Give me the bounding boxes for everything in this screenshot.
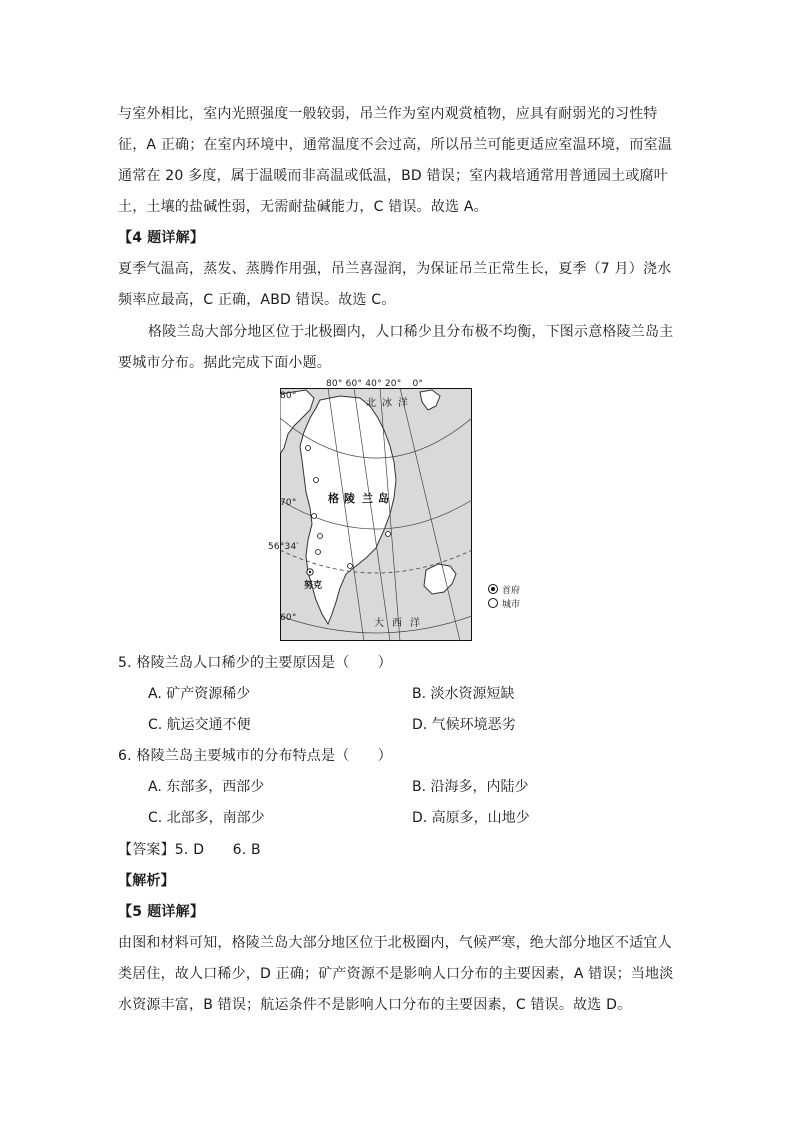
- city-marker: [348, 564, 353, 569]
- ocean-label-south: 洋: [410, 618, 420, 629]
- longitude-label: 80°: [326, 379, 343, 389]
- capital-marker-dot: [309, 571, 311, 573]
- longitude-label: 60°: [345, 379, 363, 389]
- city-marker: [312, 514, 317, 519]
- question-5-stem: 5. 格陵兰岛人口稀少的主要原因是（ ）: [118, 655, 393, 671]
- longitude-label: 40°: [365, 379, 382, 389]
- q6-option-a: A. 东部多，西部少: [148, 779, 265, 795]
- longitude-label: 20°: [384, 379, 402, 389]
- ocean-label-north: 洋: [398, 398, 408, 409]
- section-heading: 【4 题详解】: [118, 230, 205, 246]
- island-label: 格: [328, 492, 339, 505]
- explanation-line: 通常在 20 多度，属于温暖而非高温或低温，BD 错误；室内栽培通常用普通园土或腐叶: [118, 168, 668, 184]
- lat-label-60: 60°: [280, 613, 297, 623]
- city-symbol-icon: [488, 598, 498, 608]
- q5-option-b: B. 淡水资源短缺: [412, 686, 515, 702]
- city-marker: [318, 534, 323, 539]
- q5-option-d: D. 气候环境恶劣: [412, 717, 516, 733]
- greenland-map: [280, 388, 472, 641]
- explanation-line: 水资源丰富，B 错误；航运条件不是影响人口分布的主要因素，C 错误。故选 D。: [118, 997, 632, 1013]
- city-marker: [306, 446, 311, 451]
- explanation-line: 夏季气温高，蒸发、蒸腾作用强，吊兰喜湿润，为保证吊兰正常生长，夏季（7 月）浇水: [118, 261, 672, 277]
- lat-label-70: 70°: [280, 498, 297, 508]
- explanation-line: 与室外相比，室内光照强度一般较弱，吊兰作为室内观赏植物，应具有耐弱光的习性特: [118, 106, 658, 122]
- city-marker: [386, 532, 391, 537]
- greenland-map-svg: [280, 388, 472, 641]
- q5-option-c: C. 航运交通不便: [148, 717, 251, 733]
- lat-label-56-34: 56°34′: [268, 542, 299, 552]
- explanation-line: 征，A 正确；在室内环境中，通常温度不会过高，所以吊兰可能更适应室温环境，而室温: [118, 137, 673, 153]
- longitude-label: 0°: [412, 379, 424, 389]
- q6-option-c: C. 北部多，南部少: [148, 810, 265, 826]
- island-label: 陵: [344, 492, 355, 505]
- explanation-line: 由图和材料可知，格陵兰岛大部分地区位于北极圈内，气候严寒，绝大部分地区不适宜人: [118, 935, 672, 951]
- q6-option-d: D. 高原多，山地少: [412, 810, 530, 826]
- legend-city: 城市: [488, 598, 520, 612]
- island-label: 兰: [362, 492, 373, 505]
- q6-option-b: B. 沿海多，内陆少: [412, 779, 529, 795]
- capital-label: 努克: [304, 581, 323, 591]
- analysis-heading: 【解析】: [118, 873, 175, 889]
- ocean-label-south: 大: [374, 618, 384, 629]
- question-6-stem: 6. 格陵兰岛主要城市的分布特点是（ ）: [118, 748, 393, 764]
- material-paragraph: 要城市分布。据此完成下面小题。: [118, 355, 331, 371]
- capital-symbol-icon: [488, 584, 498, 594]
- ocean-label-north: 冰: [382, 398, 392, 409]
- city-marker: [314, 478, 319, 483]
- answer-line: 【答案】5. D 6. B: [118, 842, 261, 858]
- q5-option-a: A. 矿产资源稀少: [148, 686, 251, 702]
- explanation-line: 类居住，故人口稀少，D 正确；矿产资源不是影响人口分布的主要因素，A 错误；当地淡: [118, 966, 674, 982]
- explanation-line: 土，土壤的盐碱性弱，无需耐盐碱能力，C 错误。故选 A。: [118, 199, 488, 215]
- explanation-line: 频率应最高，C 正确，ABD 错误。故选 C。: [118, 292, 396, 308]
- ocean-label-north: 北: [366, 398, 376, 409]
- map-top-longitude-labels: [326, 378, 423, 390]
- island-label: 岛: [378, 492, 389, 505]
- map-legend: [488, 584, 520, 612]
- city-marker: [316, 550, 321, 555]
- ocean-label-south: 西: [392, 618, 402, 629]
- material-paragraph: 格陵兰岛大部分地区位于北极圈内，人口稀少且分布极不均衡，下图示意格陵兰岛主: [148, 324, 674, 340]
- legend-capital: 首府: [488, 584, 520, 598]
- section-heading: 【5 题详解】: [118, 904, 205, 920]
- lat-label-80: 80°: [280, 391, 297, 401]
